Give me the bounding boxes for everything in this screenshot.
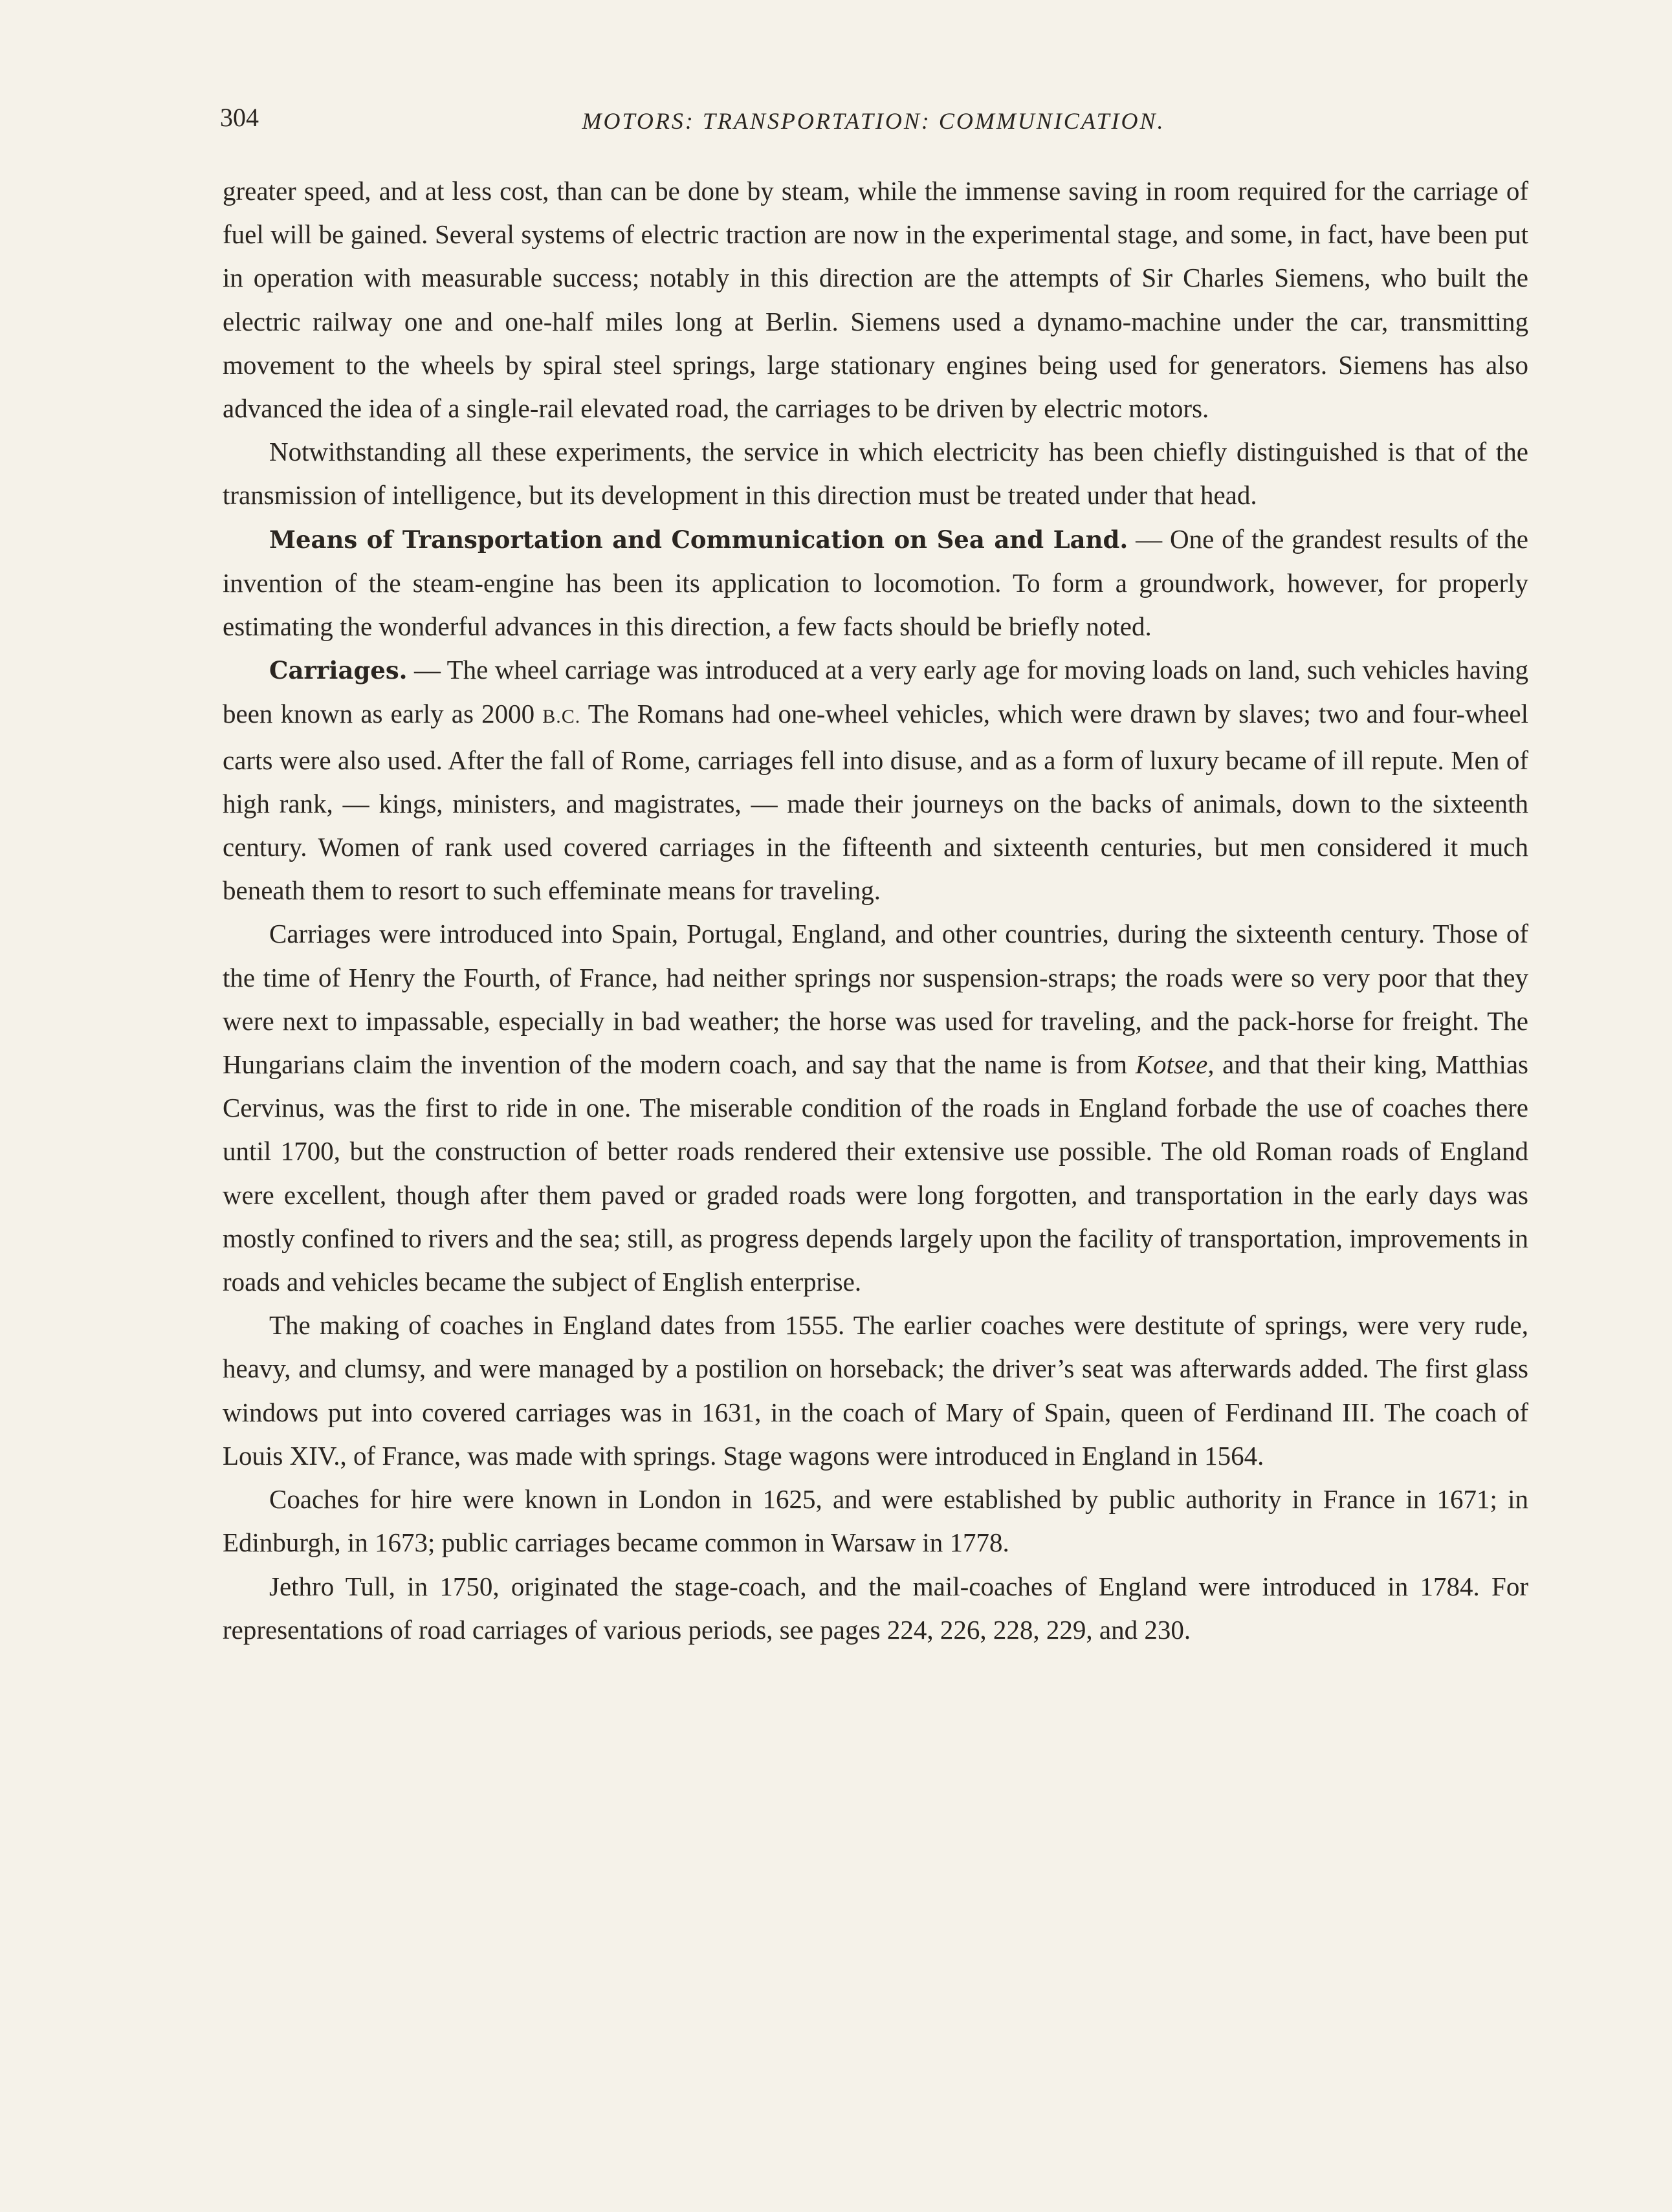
paragraph-electric-traction: greater speed, and at less cost, than can be done by steam, while the immense saving in room required for the carriage of fuel will be gained. Several systems of electric traction are now in the experimental stage, and some, in fact, have been put in operation with measurable success; notably in this direction are the attempts of Sir Charles Siemens, who built the electric railway one and one-half miles long at Berlin. Siemens used a dynamo-machine under the car, transmitting movement to the wheels by spiral steel springs, large stationary engines being used for generators. Siemens has also advanced the idea of a single-rail elevated road, the carriages to be driven by electric motors. bbox=[223, 176, 1528, 424]
paragraph-carriages-introduced bbox=[223, 912, 1528, 1304]
paragraph-text: — One of the grandest results of the invention of the steam-engine has been its application to locomotion. To form a groundwork, however, for properly estimating the wonderful advances in this direction, a few facts should be briefly noted. bbox=[223, 523, 1529, 642]
section-heading-means-of-transportation: Means of Transportation and Communication on Sea and Land. bbox=[269, 525, 1128, 554]
running-head: MOTORS: TRANSPORTATION: COMMUNICATION. bbox=[582, 108, 1165, 134]
paragraph-carriages bbox=[223, 648, 1528, 912]
page-header bbox=[220, 102, 1527, 141]
paragraph-text: Carriages were introduced into Spain, Portugal, England, and other countries, during the sixteenth century. Those of the time of Henry the Fourth, of France, had neither springs nor suspension-straps; the roads were so very poor that they were next to impassable, especially in bad weather; the horse was used for traveling, and the pack-horse for freight. The Hungarians claim the invention of the modern coach, and say that the name is from bbox=[223, 919, 1528, 1080]
paragraph-coaches-for-hire: Coaches for hire were known in London in 1625, and were established by public authority in France in 1671; in Edinburgh, in 1673; public carriages became common in Warsaw in 1778. bbox=[223, 1484, 1528, 1558]
era-abbreviation: B.C. bbox=[542, 706, 581, 728]
body-text bbox=[223, 170, 1528, 1652]
page-number: 304 bbox=[220, 103, 259, 132]
section-heading-carriages: Carriages. bbox=[269, 656, 408, 685]
paragraph-text: — The wheel carriage was introduced at a very early age for moving loads on land, such vehicles having been known as early as 2000 bbox=[223, 655, 1528, 729]
paragraph-coaches-england: The making of coaches in England dates from 1555. The earlier coaches were destitute of springs, were very rude, heavy, and clumsy, and were managed by a postilion on horseback; the driver’s seat was afterwards added. The first glass windows put into covered carriages was in 1631, in the coach of Mary of Spain, queen of Ferdinand III. The coach of Louis XIV., of France, was made with springs. Stage wagons were introduced in England in 1564. bbox=[223, 1310, 1528, 1471]
paragraph-text: The Romans had one-wheel vehicles, which were drawn by slaves; two and four-wheel carts were also used. After the fall of Rome, carriages fell into disuse, and as a form of luxury became of ill repute. Men of high rank, — kings, ministers, and magistrates, — made their journeys on the backs of animals, down to the sixteenth century. Women of rank used covered carriages in the fifteenth and sixteenth centuries, but men considered it much beneath them to resort to such effeminate means for traveling. bbox=[223, 699, 1528, 906]
paragraph-text: and that their king, Matthias Cervinus, was the first to ride in one. The miserable condition of the roads in England forbade the use of coaches there until 1700, but the construction of better roads rendered their extensive use possible. The old Roman roads of England were excellent, though after them paved or graded roads were long forgotten, and transportation in the early days was mostly confined to rivers and the sea; still, as progress depends largely upon the facility of transportation, improvements in roads and vehicles became the subject of English enterprise. bbox=[223, 1049, 1528, 1297]
paragraph-stage-coach: Jethro Tull, in 1750, originated the stage-coach, and the mail-coaches of England were introduced in 1784. For representations of road carriages of various periods, see pages 224, 226, 228, 229, and 230. bbox=[223, 1571, 1528, 1645]
paragraph-electricity-intelligence: Notwithstanding all these experiments, the service in which electricity has been chiefly distinguished is that of the transmission of intelligence, but its development in this direction must be treated under that head. bbox=[223, 437, 1528, 510]
paragraph-means-of-transportation bbox=[223, 518, 1528, 649]
italic-term: Kotsee, bbox=[1135, 1049, 1215, 1080]
